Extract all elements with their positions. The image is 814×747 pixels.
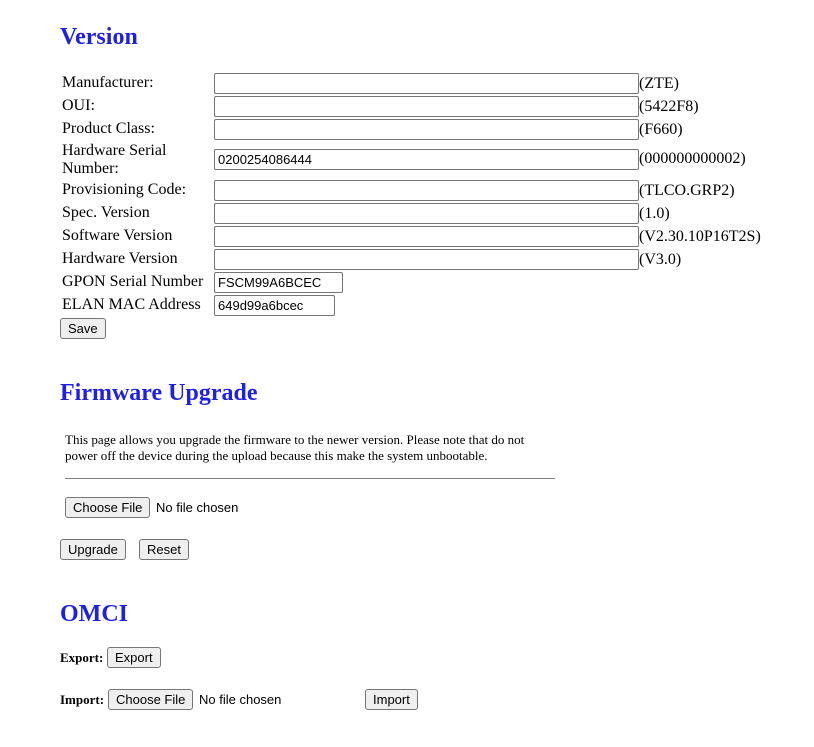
divider — [65, 478, 555, 479]
export-button[interactable]: Export — [107, 647, 161, 668]
firmware-description: This page allows you upgrade the firmware to the newer version. Please note that do not power off the device during the upload because this make the system unbootable. — [65, 432, 525, 463]
elan-mac-label: ELAN MAC Address — [62, 296, 201, 313]
save-button[interactable]: Save — [60, 318, 106, 339]
software-version-hint: (V2.30.10P16T2S) — [639, 228, 761, 245]
hardware-serial-hint: (000000000002) — [639, 150, 746, 167]
spec-version-field[interactable] — [214, 203, 639, 224]
spec-version-hint: (1.0) — [639, 205, 670, 222]
spec-version-label: Spec. Version — [62, 204, 150, 221]
hardware-version-field[interactable] — [214, 249, 639, 270]
software-version-field[interactable] — [214, 226, 639, 247]
provisioning-code-field[interactable] — [214, 180, 639, 201]
omci-heading: OMCI — [60, 601, 128, 627]
manufacturer-hint: (ZTE) — [639, 75, 679, 92]
oui-label: OUI: — [62, 97, 95, 114]
import-label: Import: — [60, 692, 105, 707]
gpon-serial-field[interactable]: FSCM99A6BCEC — [214, 272, 343, 293]
firmware-no-file-text: No file chosen — [156, 500, 239, 515]
provisioning-code-label: Provisioning Code: — [62, 181, 187, 198]
hardware-serial-label: Hardware Serial Number: — [62, 142, 167, 177]
product-class-hint: (F660) — [639, 121, 683, 138]
hardware-version-hint: (V3.0) — [639, 251, 682, 268]
upgrade-button[interactable]: Upgrade — [60, 539, 126, 560]
import-button[interactable]: Import — [365, 689, 418, 710]
software-version-label: Software Version — [62, 227, 173, 244]
omci-choose-file-button[interactable]: Choose File — [108, 689, 193, 710]
export-label: Export: — [60, 650, 104, 665]
hardware-serial-field[interactable]: 0200254086444 — [214, 149, 639, 170]
version-heading: Version — [60, 24, 138, 50]
manufacturer-label: Manufacturer: — [62, 74, 154, 91]
product-class-label: Product Class: — [62, 120, 155, 137]
firmware-heading: Firmware Upgrade — [60, 380, 258, 406]
elan-mac-field[interactable]: 649d99a6bcec — [214, 295, 335, 316]
oui-field[interactable] — [214, 96, 639, 117]
reset-button[interactable]: Reset — [139, 539, 189, 560]
gpon-serial-label: GPON Serial Number — [62, 273, 204, 290]
product-class-field[interactable] — [214, 119, 639, 140]
manufacturer-field[interactable] — [214, 73, 639, 94]
omci-no-file-text: No file chosen — [199, 692, 282, 707]
provisioning-code-hint: (TLCO.GRP2) — [639, 182, 735, 199]
oui-hint: (5422F8) — [639, 98, 699, 115]
hardware-version-label: Hardware Version — [62, 250, 178, 267]
firmware-choose-file-button[interactable]: Choose File — [65, 497, 150, 518]
